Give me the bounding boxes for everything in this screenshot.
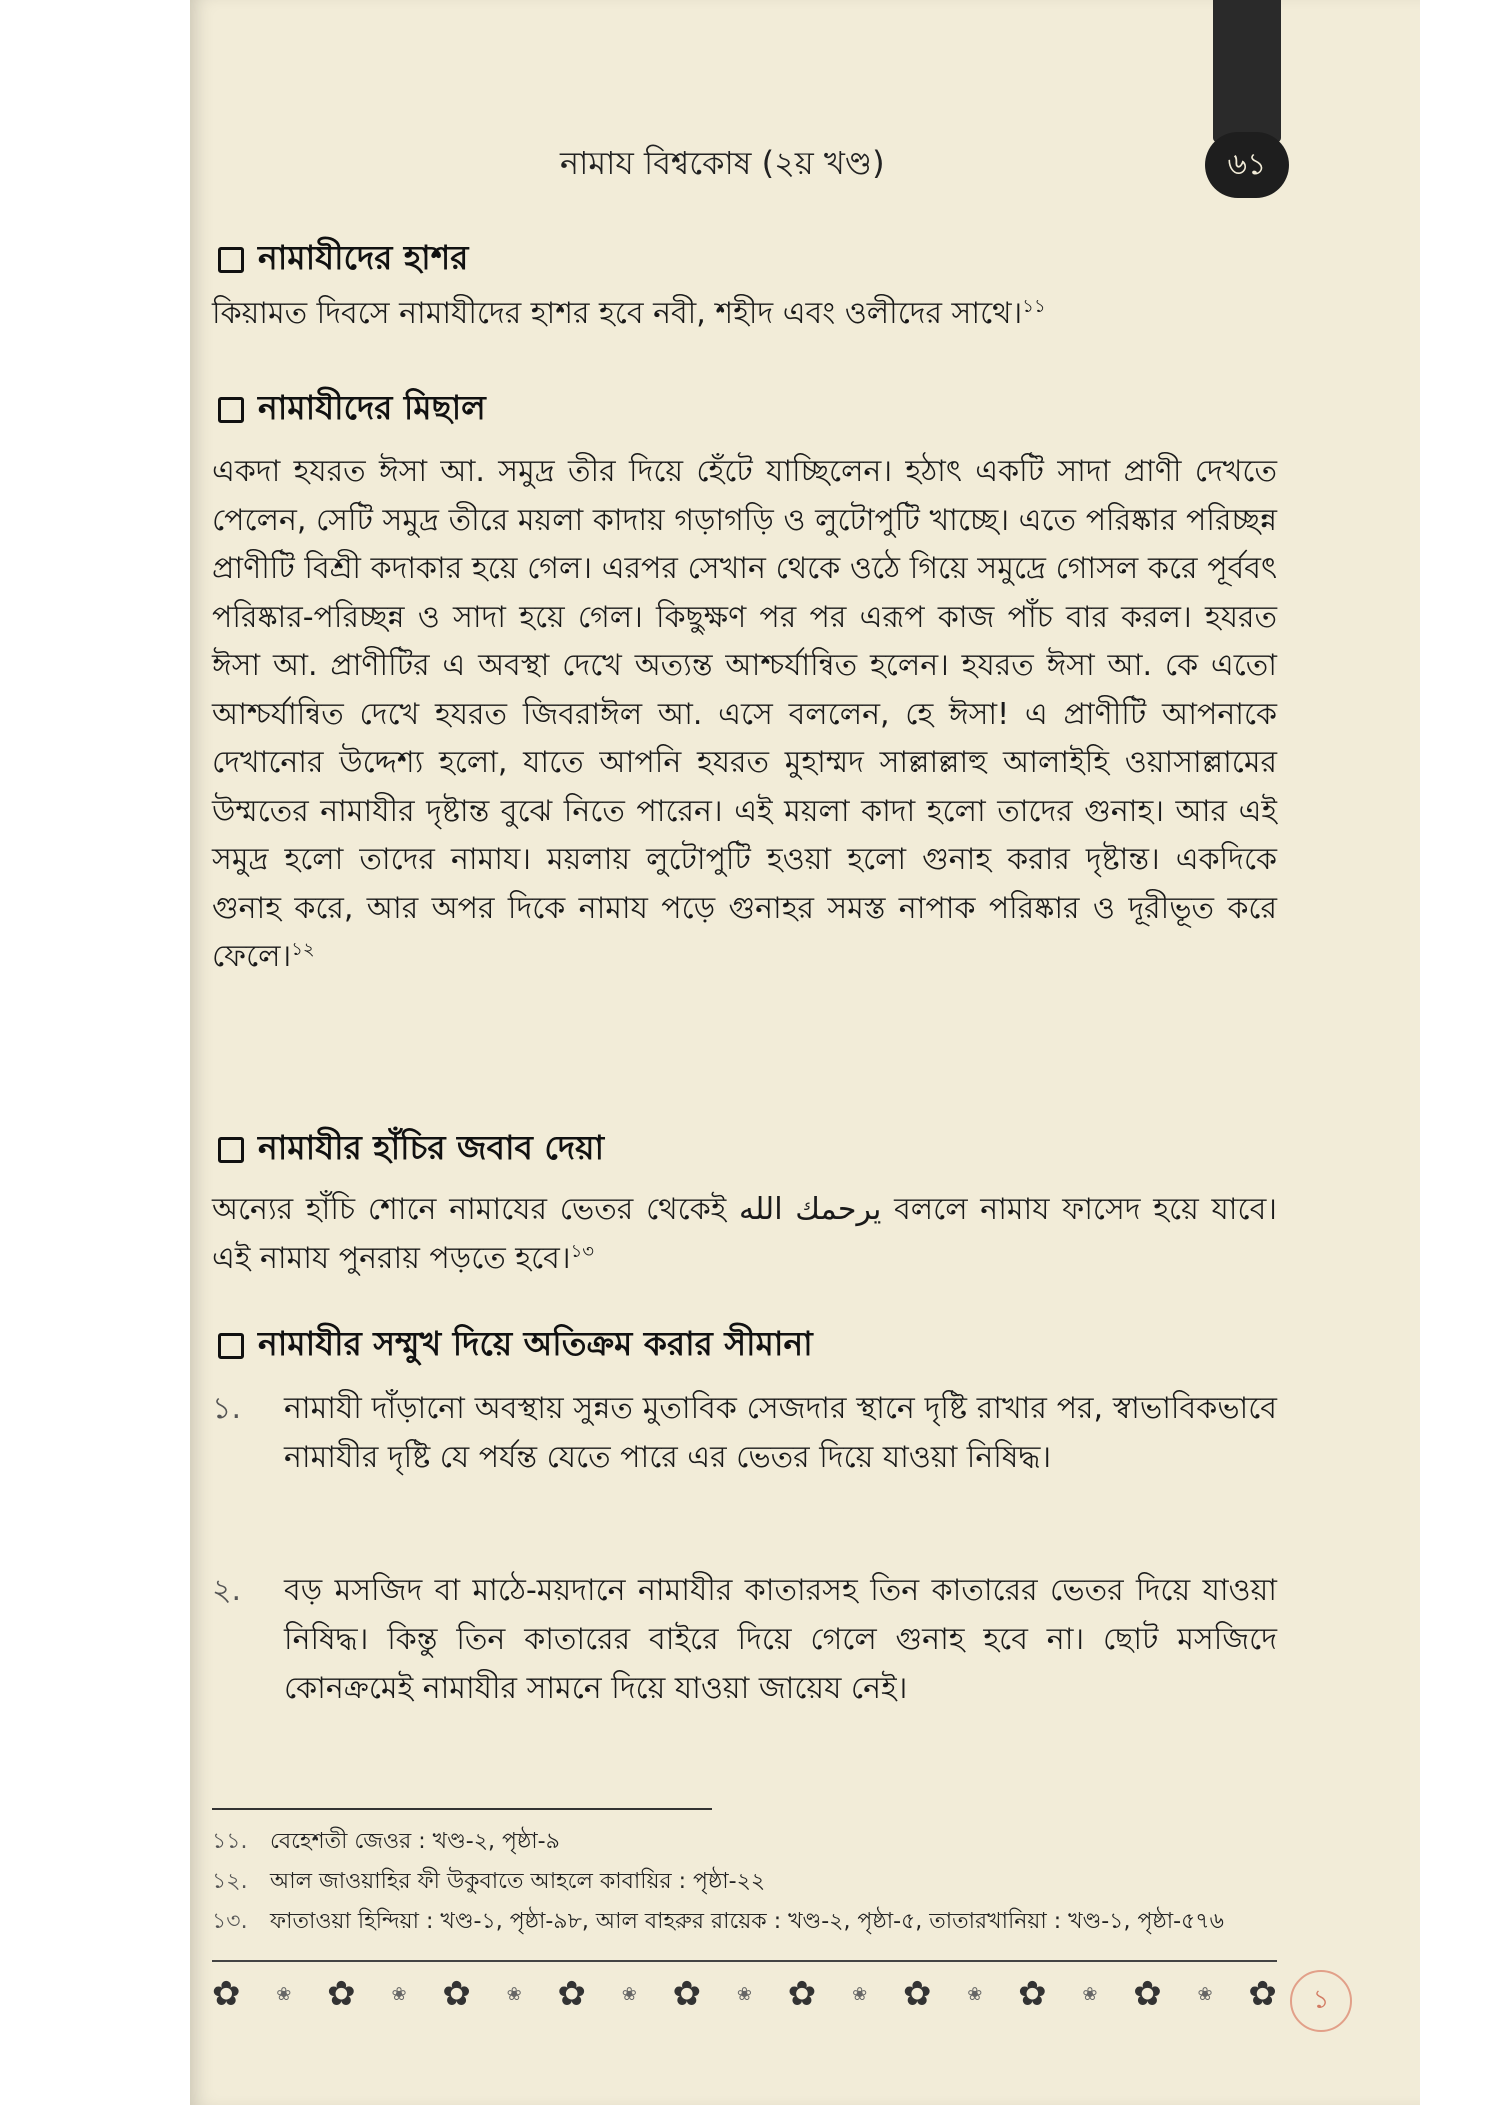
page-number: ৬১ — [1205, 132, 1289, 198]
footer-rule — [212, 1960, 1277, 1962]
footnote-separator — [212, 1808, 712, 1810]
small-flower-icon: ❀ — [506, 1983, 522, 2005]
running-head: নামায বিশ্বকোষ (২য় খণ্ড) — [560, 144, 885, 182]
section-heading-hashor — [218, 232, 468, 288]
list-item-number: ১. — [212, 1391, 242, 1426]
section-heading-mishal — [218, 382, 486, 438]
flower-icon: ✿ — [1018, 1974, 1047, 2014]
section-paragraph — [212, 290, 1277, 339]
flower-icon: ✿ — [442, 1974, 471, 2014]
small-flower-icon: ❀ — [852, 1983, 868, 2005]
flower-icon: ✿ — [1133, 1974, 1162, 2014]
checkbox-icon — [218, 1333, 244, 1359]
section-heading-text: নামাযীদের হাশর — [258, 238, 469, 277]
list-item — [212, 1566, 1277, 1713]
footnote-text: আল জাওয়াহির ফী উকুবাতে আহলে কাবায়ির : পৃষ্ঠা-২২ — [270, 1869, 766, 1894]
footnote-text: বেহেশতী জেওর : খণ্ড-২, পৃষ্ঠা-৯ — [270, 1829, 560, 1854]
section-heading-text: নামাযীর সম্মুখ দিয়ে অতিক্রম করার সীমানা — [258, 1324, 813, 1363]
checkbox-icon — [218, 247, 244, 273]
footnote-number: ১৩. — [212, 1909, 248, 1934]
flower-icon: ✿ — [787, 1974, 817, 2014]
section-heading-text: নামাযীর হাঁচির জবাব দেয়া — [258, 1128, 605, 1167]
footnote-ref: ১১ — [1022, 296, 1046, 317]
paragraph-text: কিয়ামত দিবসে নামাযীদের হাশর হবে নবী, শহীদ এবং ওলীদের সাথে। — [212, 296, 1023, 331]
section-heading-text: নামাযীদের মিছাল — [258, 388, 486, 427]
list-item-number: ২. — [212, 1573, 242, 1608]
small-flower-icon: ❀ — [967, 1983, 983, 2005]
paragraph-text: অন্যের হাঁচি শোনে নামাযের ভেতর থেকেই يرحمك الله বললে নামায ফাসেদ হয়ে যাবে। এই নামায পুনরায় পড়তে হবে। — [212, 1192, 1277, 1276]
checkbox-icon — [218, 397, 244, 423]
list-item-text: বড় মসজিদ বা মাঠে-ময়দানে নামাযীর কাতারসহ তিন কাতারের ভেতর দিয়ে যাওয়া নিষিদ্ধ। কিন্তু তিন কাতারের বাইরে দিয়ে গেলে গুনাহ হবে না। ছোট মসজিদে কোনক্রমেই নামাযীর সামনে দিয়ে যাওয়া জায়েয নেই। — [284, 1573, 1277, 1706]
footnote — [212, 1862, 1277, 1902]
small-flower-icon: ❀ — [1082, 1983, 1098, 2005]
section-paragraph — [212, 448, 1277, 982]
flower-icon: ✿ — [327, 1974, 356, 2014]
flower-icon: ✿ — [1248, 1974, 1277, 2014]
paragraph-text: একদা হযরত ঈসা আ. সমুদ্র তীর দিয়ে হেঁটে যাচ্ছিলেন। হঠাৎ একটি সাদা প্রাণী দেখতে পেলেন, সেটি সমুদ্র তীরে ময়লা কাদায় গড়াগড়ি ও লুটোপুটি খাচ্ছে। এতে পরিষ্কার পরিচ্ছন্ন প্রাণীটি বিশ্রী কদাকার হয়ে গেল। এরপর সেখান থেকে ওঠে গিয়ে সমুদ্রে গোসল করে পূর্ববৎ পরিষ্কার-পরিচ্ছন্ন ও সাদা হয়ে গেল। কিছুক্ষণ পর পর এরূপ কাজ পাঁচ বার করল। হযরত ঈসা আ. প্রাণীটির এ অবস্থা দেখে অত্যন্ত আশ্চর্যান্বিত হলেন। হযরত ঈসা আ. কে এতো আশ্চর্যান্বিত দেখে হযরত জিবরাঈল আ. এসে বললেন, হে ঈসা! এ প্রাণীটি আপনাকে দেখানোর উদ্দেশ্য হলো, যাতে আপনি হযরত মুহাম্মদ সাল্লাল্লাহু আলাইহি ওয়াসাল্লামের উম্মতের নামাযীর দৃষ্টান্ত বুঝে নিতে পারেন। এই ময়লা কাদা হলো তাদের গুনাহ। আর এই সমুদ্র হলো তাদের নামায। ময়লায় লুটোপুটি হওয়া হলো গুনাহ করার দৃষ্টান্ত। একদিকে গুনাহ করে, আর অপর দিকে নামায পড়ে গুনাহর সমস্ত নাপাক পরিষ্কার ও দূরীভূত করে ফেলে। — [212, 454, 1277, 974]
footnote-ref: ১৩ — [570, 1240, 594, 1262]
flower-icon: ✿ — [212, 1974, 241, 2014]
small-flower-icon: ❀ — [276, 1983, 292, 2005]
footnote-ref: ১২ — [291, 939, 315, 960]
flower-icon: ✿ — [902, 1974, 932, 2014]
list-item — [212, 1384, 1277, 1482]
section-heading-shimana — [218, 1318, 813, 1374]
flower-icon: ✿ — [557, 1974, 586, 2014]
small-flower-icon: ❀ — [1197, 1983, 1213, 2005]
small-flower-icon: ❀ — [621, 1983, 637, 2005]
checkbox-icon — [218, 1137, 244, 1163]
small-flower-icon: ❀ — [391, 1983, 407, 2005]
footnote-text: ফাতাওয়া হিন্দিয়া : খণ্ড-১, পৃষ্ঠা-৯৮, আল বাহরুর রায়েক : খণ্ড-২, পৃষ্ঠা-৫, তাতারখানিয়া : খণ্ড-১, পৃষ্ঠা-৫৭৬ — [270, 1909, 1224, 1934]
section-heading-hachi — [218, 1122, 604, 1178]
footnote-number: ১১. — [212, 1829, 248, 1854]
page-stamp: ১ — [1290, 1970, 1352, 2032]
section-paragraph — [212, 1186, 1277, 1283]
flower-icon: ✿ — [672, 1974, 702, 2014]
footnote-number: ১২. — [212, 1869, 248, 1894]
small-flower-icon: ❀ — [736, 1983, 752, 2005]
footnote — [212, 1902, 1277, 1942]
list-item-text: নামাযী দাঁড়ানো অবস্থায় সুন্নত মুতাবিক সেজদার স্থানে দৃষ্টি রাখার পর, স্বাভাবিকভাবে নামাযীর দৃষ্টি যে পর্যন্ত যেতে পারে এর ভেতর দিয়ে যাওয়া নিষিদ্ধ। — [284, 1391, 1277, 1475]
page-edge-tab — [1213, 0, 1281, 142]
floral-ornament-border — [212, 1972, 1277, 2016]
footnote — [212, 1822, 1277, 1862]
